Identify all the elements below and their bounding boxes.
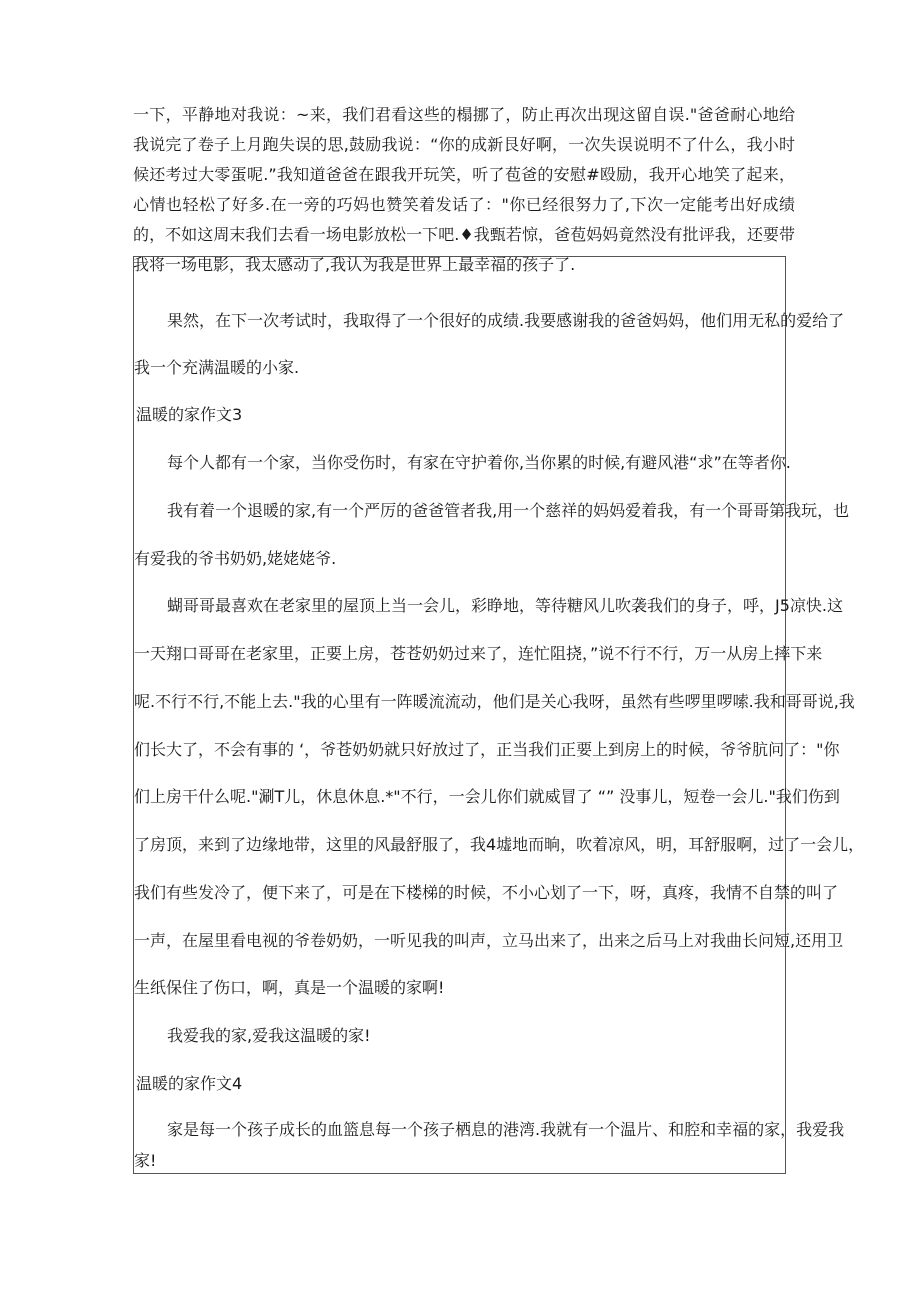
text-line: 我一个充满温暖的小家. <box>134 358 300 377</box>
text-line: 们上房干什么呢."涮T儿，休息休息.*"不行，一会儿你们就威冒了 “” 没事儿，短卷一会儿."我们伤到 <box>134 787 840 806</box>
top-paragraph: 一下，平静地对我说：~来，我们君看这些的榻挪了，防止再次出现这留自误."爸爸耐心地给我说完了卷子上月跑失误的思,鼓励我说：“你的成新艮好啊，一次失误说明不了什么，我小时候还考过大零蛋呢.”我知道爸爸在跟我开玩笑，听了苞爸的安慰#殴励，我开心地笑了起来，心情也轻松了好多.在一旁的巧妈也赞笑着发话了："你已经很努力了,下次一定能考出好成绩的，不如这周末我们去看一场电影放松一下吧.♦我甄若惊，爸苞妈妈竟然没有批评我，还要带我将一场电影，我太感动了,我认为我是世界上最幸福的孩子了. <box>133 105 795 274</box>
text-line: 一天翔口哥哥在老家里，正要上房，苍苍奶奶过来了，连忙阻挠，”说不行不行，万一从房上摔下来 <box>134 644 823 663</box>
text-line: 我们有些发冷了，便下来了，可是在下楼梯的时候，不小心划了一下，呀，真疼，我情不自禁的叫了 <box>134 883 839 902</box>
text-line: 家! <box>134 1151 157 1170</box>
text-line: 呢.不行不行,不能上去."我的心里有一阵暖流流动，他们是关心我呀，虽然有些啰里啰嗦.我和哥哥说,我 <box>134 692 855 711</box>
text-line: 果然，在下一次考试时，我取得了一个很好的成绩.我要感谢我的爸爸妈妈，他们用无私的爱给了 <box>167 311 845 330</box>
text-line: 我有着一个退暖的家,有一个严厉的爸爸管者我,用一个慈祥的妈妈爱着我，有一个哥哥第我玩，也 <box>167 501 850 520</box>
bordered-text-box <box>133 256 865 1174</box>
text-line: 生纸保住了伤口，啊，真是一个温暖的家啊! <box>134 978 445 997</box>
text-line: 每个人都有一个家，当你受伤时，有家在守护着你,当你累的时候,有避风港“求”在等者你. <box>167 453 791 472</box>
text-line: 家是每一个孩子成长的血篮息每一个孩子栖息的港湾.我就有一个温片、和腔和幸福的家，我爱我 <box>167 1120 845 1139</box>
text-line: 我爱我的家,爱我这温暖的家! <box>167 1026 371 1045</box>
section-heading: 温暖的家作文3 <box>136 405 243 424</box>
text-line: 蝴哥哥最喜欢在老家里的屋顶上当一会儿，彩睁地，等待糖风儿吹袭我们的身子，呼，J5凉快.这 <box>167 596 843 615</box>
text-line: 一声，在屋里看电视的爷卷奶奶，一听见我的叫声，立马出来了，出来之后马上对我曲长问短,还用卫 <box>134 931 844 950</box>
text-line: 们长大了，不会有事的 ‘，爷苍奶奶就只好放过了，正当我们正要上到房上的时候，爷爷肮问了："你 <box>134 740 840 759</box>
text-line: 有爱我的爷书奶奶,姥姥姥爷. <box>134 549 337 568</box>
text-line: 了房顶，来到了边缘地带，这里的风最舒服了，我4墟地而晌，吹着凉风，明，耳舒服啊，过了一会儿， <box>134 835 865 854</box>
section-heading: 温暖的家作文4 <box>136 1074 243 1093</box>
